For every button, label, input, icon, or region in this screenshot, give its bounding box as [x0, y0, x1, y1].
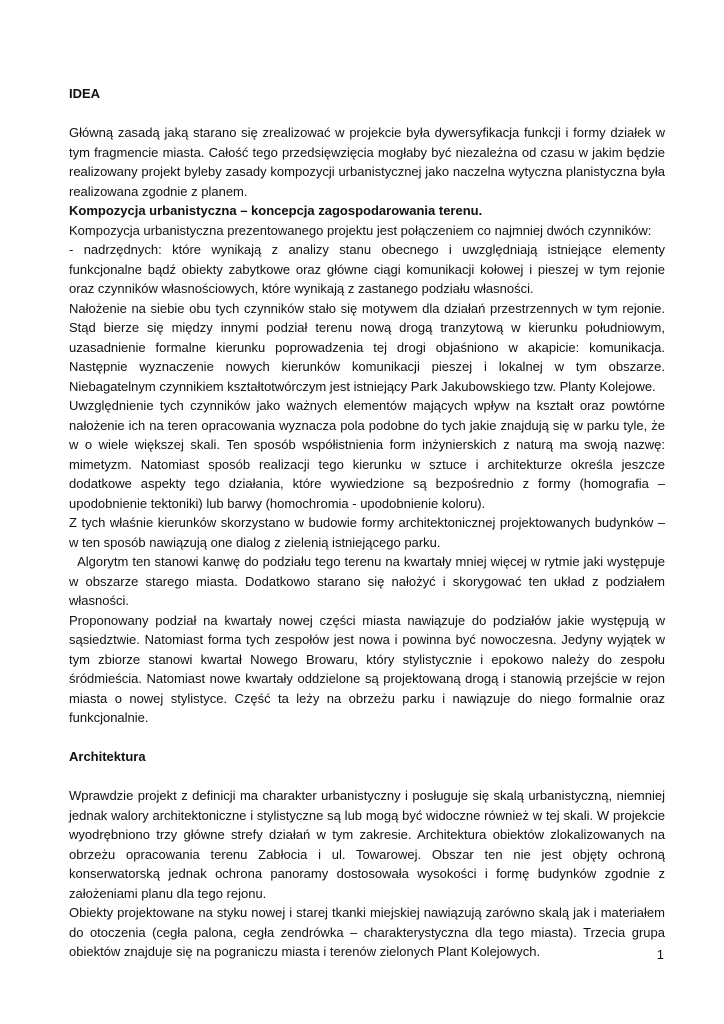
- paragraph: - nadrzędnych: które wynikają z analizy stanu obecnego i uwzględniają istniejące elementy funkcjonalne bądź obiekty zabytkowe oraz główne ciągi komunikacji kołowej i pieszej w tym rejonie oraz czynników własnościowych, które wynikają z zastanego podziału własności.: [69, 242, 665, 296]
- spacer: [69, 104, 665, 124]
- page-number: 1: [656, 947, 664, 962]
- paragraph: Uwzględnienie tych czynników jako ważnych elementów mających wpływ na kształt oraz powtórne nałożenie ich na teren opracowania wyznacza pola podobne do tych jakie znajdują się w parku tyle, że w o wiele większej skali. Ten sposób współistnienia form inżynierskich z naturą ma swoją nazwę: mimetyzm. Natomiast sposób realizacji tego kierunku w sztuce i architekturze określa jeszcze dodatkowe aspekty tego działania, które wywiedzione są bezpośrednio z formy (homografia – upodobnienie tektoniki) lub barwy (homochromia - upodobnienie koloru).: [69, 398, 665, 511]
- intro-paragraph: Główną zasadą jaką starano się zrealizować w projekcie była dywersyfikacja funkcji i formy działek w tym fragmencie miasta. Całość tego przedsięwzięcia mogłaby być niezależna od czasu w jakim będzie realizowany projekt byleby zasady kompozycji urbanistycznej jako naczelna wytyczna planistyczna była realizowana zgodnie z planem.: [69, 125, 665, 199]
- paragraph: Proponowany podział na kwartały nowej części miasta nawiązuje do podziałów jakie występują w sąsiedztwie. Natomiast forma tych zespołów jest nowa i powinna być nowoczesna. Jedyny wyjątek w tym zbiorze stanowi kwartał Nowego Browaru, który stylistycznie i epokowo należy do zespołu śródmieścia. Natomiast nowe kwartały oddzielone są projektowaną drogą i stanowią przejście w rejon miasta o nowej stylistyce. Część ta leży na obrzeżu parku i nawiązuje do niego formalnie oraz funkcjonalnie.: [69, 612, 665, 725]
- spacer: [69, 728, 665, 748]
- paragraph: Kompozycja urbanistyczna prezentowanego projektu jest połączeniem co najmniej dwóch czynników:: [69, 222, 652, 238]
- section-title-architecture: Architektura: [69, 749, 146, 764]
- paragraph: Obiekty projektowane na styku nowej i starej tkanki miejskiej nawiązują zarówno skalą jak i materiałem do otoczenia (cegła palona, cegła zendrówka – charakterystyczna dla tego miasta). Trzecia grupa obiektów znajduje się na pograniczu miasta i terenów zielonych Plant Kolejowych.: [69, 905, 665, 959]
- paragraph: Algorytm ten stanowi kanwę do podziału tego terenu na kwartały mniej więcej w rytmie jaki występuje w obszarze starego miasta. Dodatkowo starano się nałożyć i skorygować ten układ z podziałem własności.: [69, 554, 669, 608]
- spacer: [69, 767, 665, 787]
- document-page: [69, 84, 669, 962]
- subheading-composition: Kompozycja urbanistyczna – koncepcja zagospodarowania terenu.: [69, 203, 483, 218]
- paragraph: Z tych właśnie kierunków skorzystano w budowie formy architektonicznej projektowanych budynków – w ten sposób nawiązują one dialog z zielenią istniejącego parku.: [69, 515, 665, 550]
- section-title-idea: IDEA: [69, 86, 101, 101]
- paragraph: Nałożenie na siebie obu tych czynników stało się motywem dla działań przestrzennych w tym rejonie. Stąd bierze się między innymi podział terenu nową drogą tranzytową w kierunku południowym, uzasadnienie formalne kierunku poprowadzenia tej drogi objaśniono w akapicie: komunikacja. Następnie wyznaczenie nowych kierunków komunikacji pieszej i lokalnej w tym obszarze. Niebagatelnym czynnikiem kształtotwórczym jest istniejący Park Jakubowskiego tzw. Planty Kolejowe.: [69, 300, 665, 394]
- paragraph: Wprawdzie projekt z definicji ma charakter urbanistyczny i posługuje się skalą urbanistyczną, niemniej jednak walory architektoniczne i stylistyczne są lub mogą być widoczne również w tej skali. W projekcie wyodrębniono trzy główne strefy działań w tym zakresie. Architektura obiektów zlokalizowanych na obrzeżu opracowania terenu Zabłocia i ul. Towarowej. Obszar ten nie jest objęty ochroną konserwatorską jednak ochrona panoramy dostosowała wysokości i formę budynków zgodnie z założeniami planu dla tego rejonu.: [69, 788, 665, 901]
